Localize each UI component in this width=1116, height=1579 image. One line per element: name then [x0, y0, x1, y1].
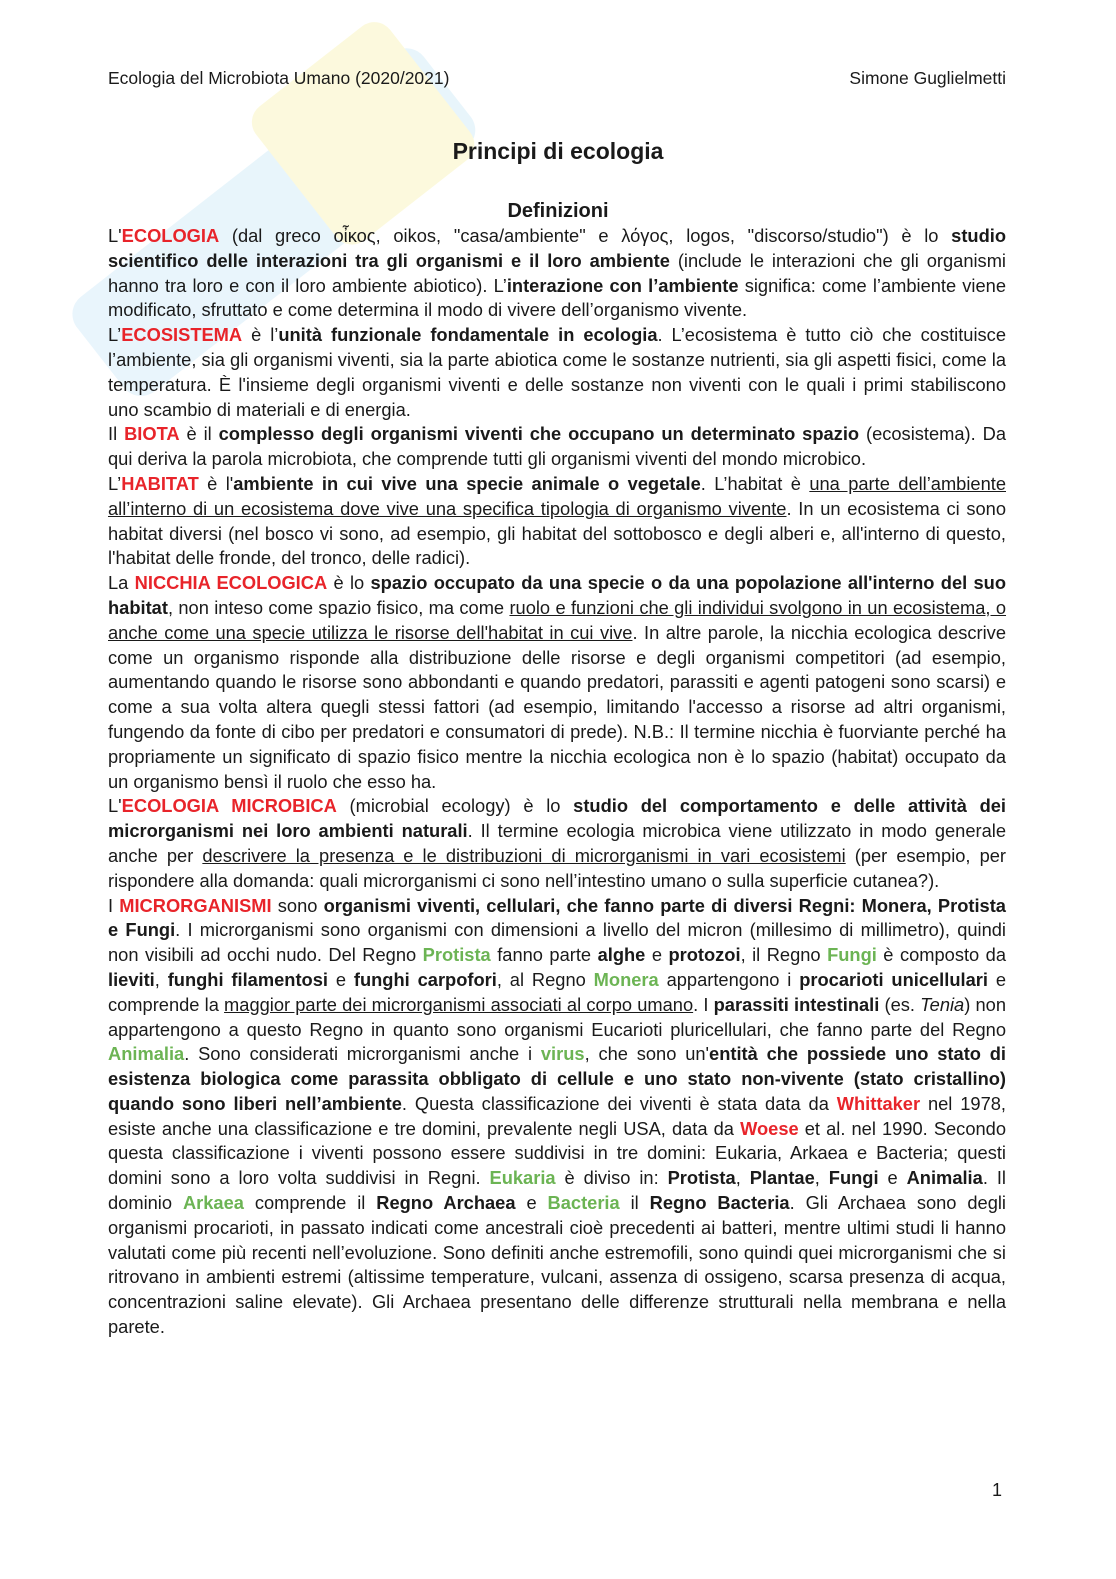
bold-text: interazione con l’ambiente	[506, 274, 739, 296]
taxon-eukaria: Eukaria	[489, 1167, 556, 1189]
paragraph-nicchia-ecologica	[108, 571, 1006, 794]
text: . In altre parole, la nicchia ecologica descrive come un organismo risponde alla distribuzione delle risorse e degli organismi competitori (ad esempio, aumentando quando le risorse sono abbondanti e quando predatori, parassiti e agenti patogeni sono scarsi) e come a sua volta altera quegli stessi fattori (ad esempio, limitando l'accesso a risorse ad altri organismi, fungendo da fonte di cibo per predatori e consumatori di prede). N.B.: Il termine nicchia è fuorviante perché ha propriamente un significato di spazio fisico mentre la nicchia ecologica non è lo spazio (habitat) occupato da un organismo bensì il ruolo che esso ha.	[108, 621, 1006, 792]
text: et al. nel 1990. Secondo questa classificazione i viventi possono essere suddivisi in tre domini: Eukaria, Arkaea e Bacteria; questi domini sono a loro volta suddivisi in Regni.	[108, 1117, 1006, 1189]
text: è l'	[198, 472, 234, 494]
text: , il Regno	[740, 944, 828, 966]
term-microrganismi: MICRORGANISMI	[119, 894, 272, 916]
bold-text: complesso degli organismi viventi che occupano un determinato spazio	[218, 423, 860, 445]
text: I	[108, 894, 120, 916]
text: L’	[108, 472, 122, 494]
bold-text: unità funzionale fondamentale in ecologia	[278, 324, 658, 346]
text: (ecosistema). Da qui deriva la parola microbiota, che comprende tutti gli organismi viventi del mondo microbico.	[108, 423, 1006, 470]
document-body	[108, 224, 1006, 1340]
text: e	[327, 968, 354, 990]
text: (dal greco οἶκος, oikos, "casa/ambiente" e λόγος, logos, "discorso/studio") è lo	[219, 225, 952, 246]
paragraph-habitat	[108, 472, 1006, 571]
text: il	[619, 1192, 650, 1214]
text: è composto da	[876, 944, 1007, 966]
name-whittaker: Whittaker	[836, 1092, 921, 1114]
term-ecosistema: ECOSISTEMA	[121, 324, 243, 346]
underlined-text: una parte dell’ambiente all’interno di un ecosistema dove vive una specifica tipologia di organismo vivente	[108, 472, 1006, 519]
underlined-text: descrivere la presenza e le distribuzioni di microrganismi in vari ecosistemi	[202, 844, 846, 866]
text: comprende il	[243, 1192, 377, 1214]
paragraph-microrganismi	[108, 894, 1006, 1340]
taxon-protista: Protista	[422, 944, 491, 966]
taxon-arkaea: Arkaea	[182, 1192, 244, 1214]
text: . Sono considerati microrganismi anche i	[184, 1043, 541, 1065]
bold-text: funghi carpofori	[353, 968, 497, 990]
text: è il	[179, 423, 219, 445]
text: fanno parte	[490, 944, 598, 966]
text: e	[515, 1192, 548, 1214]
underlined-text: ruolo e funzioni che gli individui svolgono in un ecosistema, o anche come una specie utilizza le risorse dell'habitat in cui vive	[108, 596, 1007, 643]
term-habitat: HABITAT	[121, 472, 199, 494]
text: . I	[693, 993, 714, 1015]
taxon-animalia: Animalia	[108, 1043, 185, 1065]
text: ,	[735, 1167, 750, 1189]
bold-text: protozoi	[668, 944, 741, 966]
bold-text: Fungi	[828, 1167, 879, 1189]
underlined-text: maggior parte dei microrganismi associati al corpo umano	[224, 993, 694, 1015]
text: nel 1978, esiste anche una classificazione e tre domini, prevalente negli USA, data da	[108, 1092, 1006, 1139]
taxon-bacteria: Bacteria	[547, 1192, 620, 1214]
text: e	[645, 944, 669, 966]
bold-text: Regno Bacteria	[649, 1192, 790, 1214]
text: appartengono i	[658, 968, 800, 990]
italic-text: Tenia	[920, 993, 965, 1015]
term-ecologia: ECOLOGIA	[121, 225, 220, 246]
paragraph-ecologia	[108, 224, 1006, 323]
paragraph-ecologia-microbica	[108, 794, 1006, 893]
term-ecologia-microbica: ECOLOGIA MICROBICA	[121, 795, 337, 817]
text: sono	[271, 894, 324, 916]
text: La	[108, 572, 135, 594]
term-nicchia-ecologica: NICCHIA ECOLOGICA	[134, 572, 328, 594]
text: (microbial ecology) è lo	[336, 795, 574, 817]
text: , non inteso come spazio fisico, ma come	[167, 596, 510, 618]
taxon-virus: virus	[540, 1043, 585, 1065]
text: ,	[814, 1167, 829, 1189]
bold-text: Plantae	[749, 1167, 815, 1189]
bold-text: Regno Archaea	[376, 1192, 516, 1214]
paragraph-ecosistema	[108, 323, 1006, 422]
name-woese: Woese	[740, 1117, 799, 1139]
text: . In un ecosistema ci sono habitat diversi (nel bosco vi sono, ad esempio, gli habitat del sottobosco e degli alberi e, all'interno di questo, l'habitat delle fronde, del tronco, delle radici).	[108, 497, 1007, 569]
text: . L’habitat è	[700, 472, 810, 494]
text: . L’ecosistema è tutto ciò che costituisce l’ambiente, sia gli organismi viventi, sia la parte abiotica come le sostanze nutrienti, sia gli aspetti fisici, come la temperatura. È l'insieme degli organismi viventi e delle sostanze non viventi con le quali i primi stabiliscono uno scambio di materiali e di energia.	[108, 324, 1006, 420]
text: , che sono un'	[584, 1043, 710, 1065]
bold-text: Protista	[667, 1167, 736, 1189]
page-title: Principi di ecologia	[452, 138, 664, 164]
text: . Il dominio	[108, 1167, 1006, 1214]
text: Il	[108, 423, 125, 445]
bold-text: procarioti unicellulari	[799, 968, 988, 990]
bold-text: alghe	[597, 944, 646, 966]
text: L'	[108, 225, 122, 246]
section-title: Definizioni	[507, 200, 609, 222]
bold-text: funghi filamentosi	[167, 968, 328, 990]
text: è l’	[242, 324, 279, 346]
text: ) non appartengono a questo Regno in quanto sono organismi Eucarioti pluricellulari, che fanno parte del Regno	[108, 993, 1006, 1040]
bold-text: entità che possiede uno stato di esistenza biologica come parassita obbligato di cellule e uno stato non-vivente (stato cristallino) quando sono liberi nell’ambiente	[108, 1043, 1007, 1114]
text: significa: come l’ambiente viene modificato, sfruttato e come determina il modo di vivere dell’organismo vivente.	[108, 274, 1006, 321]
text: , al Regno	[496, 968, 594, 990]
header-course: Ecologia del Microbiota Umano (2020/2021)	[108, 68, 450, 88]
text: . Gli Archaea sono degli organismi procarioti, in passato indicati come ancestrali cioè precedenti ai batteri, mentre ultimi studi li hanno valutati come più recenti nell’evoluzione. Sono definiti anche estremofili, sono quindi quei microrganismi che si ritrovano in ambienti estremi (altissime temperature, vulcani, assenza di ossigeno, scarsa presenza di acqua, concentrazioni saline elevate). Gli Archaea presentano delle differenze strutturali nella membrana e nella parete.	[108, 1192, 1006, 1338]
term-biota: BIOTA	[124, 423, 180, 445]
taxon-fungi: Fungi	[827, 944, 877, 966]
bold-text: lieviti	[108, 968, 155, 990]
text: è lo	[327, 572, 371, 594]
text: ,	[154, 968, 168, 990]
paragraph-biota	[108, 422, 1006, 472]
text: è diviso in:	[555, 1167, 668, 1189]
bold-text: spazio occupato da una specie o da una popolazione all'interno del suo habitat	[108, 572, 1007, 618]
text: . Questa classificazione dei viventi è stata data da	[401, 1092, 837, 1114]
taxon-monera: Monera	[593, 968, 659, 990]
text: e comprende la	[108, 968, 1007, 1015]
text: . I microrganismi sono organismi con dimensioni a livello del micron (millesimo di millimetro), quindi non visibili ad occhi nudo. Del Regno	[108, 919, 1006, 966]
text: L’	[108, 324, 122, 346]
bold-text: parassiti intestinali	[713, 993, 880, 1015]
text: L'	[108, 795, 122, 817]
bold-text: studio scientifico delle interazioni tra gli organismi e il loro ambiente	[108, 225, 1006, 271]
bold-text: organismi viventi, cellulari, che fanno parte di diversi Regni: Monera, Protista e Fungi	[108, 894, 1006, 941]
bold-text: studio del comportamento e delle attività dei microrganismi nei loro ambienti naturali	[108, 795, 1006, 842]
text: . Il termine ecologia microbica viene utilizzato in modo generale anche per	[108, 820, 1006, 866]
text: (include le interazioni che gli organismi hanno tra loro e con il loro ambiente abiotico). L’	[108, 249, 1006, 296]
bold-text: ambiente in cui vive una specie animale o vegetale	[233, 472, 701, 494]
text: (es.	[879, 993, 921, 1015]
bold-text: Animalia	[906, 1167, 983, 1189]
page-number: 1	[991, 1480, 1002, 1500]
text: (per esempio, per rispondere alla domanda: quali microrganismi ci sono nell’intestino umano o sulla superficie cutanea?).	[108, 844, 1006, 891]
text: e	[878, 1167, 907, 1189]
header-author: Simone Guglielmetti	[849, 68, 1006, 88]
